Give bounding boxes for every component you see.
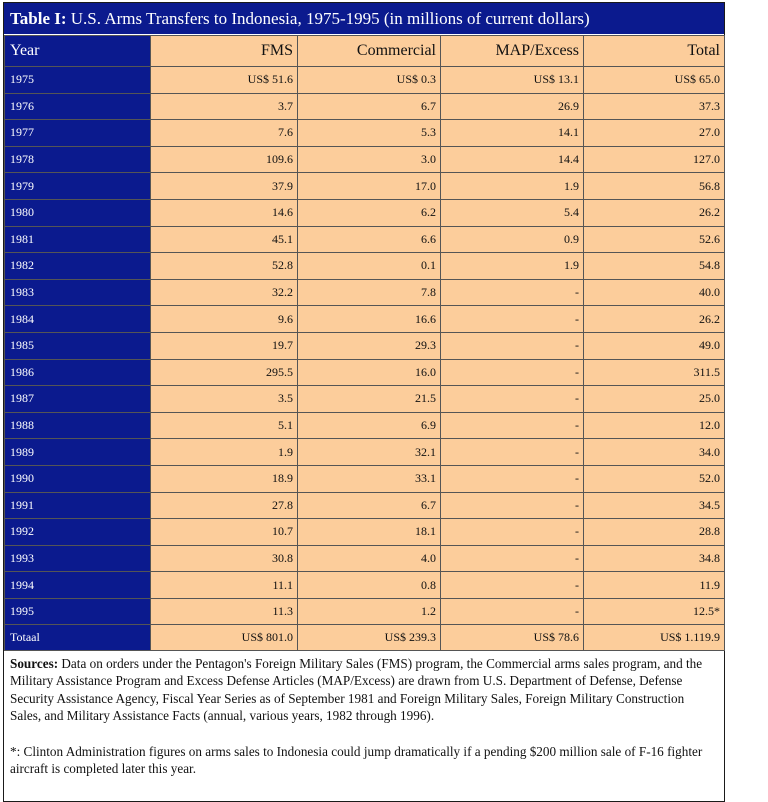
total-cell: US$ 65.0: [584, 67, 725, 94]
fms-cell: 295.5: [151, 359, 298, 386]
table-row: [5, 93, 725, 120]
fms-cell: 37.9: [151, 173, 298, 200]
header-map-excess: MAP/Excess: [441, 36, 584, 67]
year-cell: 1990: [5, 465, 151, 492]
total-cell: 26.2: [584, 199, 725, 226]
header-total: Total: [584, 36, 725, 67]
year-cell: 1986: [5, 359, 151, 386]
map-excess-cell: -: [441, 332, 584, 359]
map-excess-cell: 1.9: [441, 173, 584, 200]
fms-cell: 9.6: [151, 306, 298, 333]
total-cell: 25.0: [584, 386, 725, 413]
total-cell: 52.0: [584, 465, 725, 492]
year-cell: 1983: [5, 279, 151, 306]
year-cell: 1978: [5, 146, 151, 173]
table-row: [5, 306, 725, 333]
total-cell: 40.0: [584, 279, 725, 306]
year-cell: 1995: [5, 598, 151, 625]
fms-cell: 18.9: [151, 465, 298, 492]
fms-cell: US$ 801.0: [151, 625, 298, 651]
table-row: [5, 146, 725, 173]
year-cell: 1981: [5, 226, 151, 253]
total-cell: 127.0: [584, 146, 725, 173]
year-cell: 1992: [5, 519, 151, 546]
map-excess-cell: -: [441, 545, 584, 572]
year-cell: 1993: [5, 545, 151, 572]
arms-transfers-table: [4, 35, 725, 651]
commercial-cell: 33.1: [298, 465, 441, 492]
year-cell: 1984: [5, 306, 151, 333]
commercial-cell: 0.1: [298, 253, 441, 280]
commercial-cell: 3.0: [298, 146, 441, 173]
map-excess-cell: -: [441, 306, 584, 333]
total-row: [5, 625, 725, 651]
year-cell: 1988: [5, 412, 151, 439]
notes-section: [4, 651, 724, 778]
map-excess-cell: -: [441, 492, 584, 519]
table-body: [5, 67, 725, 651]
header-year: Year: [5, 36, 151, 67]
map-excess-cell: 1.9: [441, 253, 584, 280]
commercial-cell: 6.2: [298, 199, 441, 226]
year-cell: 1975: [5, 67, 151, 94]
total-cell: US$ 1.119.9: [584, 625, 725, 651]
total-cell: 34.0: [584, 439, 725, 466]
year-cell: 1979: [5, 173, 151, 200]
total-cell: 34.8: [584, 545, 725, 572]
fms-cell: 19.7: [151, 332, 298, 359]
fms-cell: 52.8: [151, 253, 298, 280]
commercial-cell: 16.0: [298, 359, 441, 386]
map-excess-cell: 14.1: [441, 120, 584, 147]
map-excess-cell: -: [441, 386, 584, 413]
table-row: [5, 226, 725, 253]
table-title-text: U.S. Arms Transfers to Indonesia, 1975-1995 (in millions of current dollars): [70, 9, 590, 28]
commercial-cell: US$ 239.3: [298, 625, 441, 651]
total-cell: 34.5: [584, 492, 725, 519]
year-cell: 1989: [5, 439, 151, 466]
commercial-cell: 29.3: [298, 332, 441, 359]
map-excess-cell: -: [441, 279, 584, 306]
fms-cell: US$ 51.6: [151, 67, 298, 94]
commercial-cell: 17.0: [298, 173, 441, 200]
map-excess-cell: 5.4: [441, 199, 584, 226]
table-frame: [3, 2, 725, 802]
fms-cell: 3.7: [151, 93, 298, 120]
sources-note: [10, 655, 716, 724]
map-excess-cell: -: [441, 465, 584, 492]
map-excess-cell: -: [441, 439, 584, 466]
total-cell: 56.8: [584, 173, 725, 200]
table-row: [5, 519, 725, 546]
fms-cell: 1.9: [151, 439, 298, 466]
commercial-cell: 5.3: [298, 120, 441, 147]
fms-cell: 27.8: [151, 492, 298, 519]
map-excess-cell: US$ 78.6: [441, 625, 584, 651]
map-excess-cell: 14.4: [441, 146, 584, 173]
table-row: [5, 359, 725, 386]
total-cell: 27.0: [584, 120, 725, 147]
commercial-cell: 4.0: [298, 545, 441, 572]
fms-cell: 11.3: [151, 598, 298, 625]
year-cell: 1991: [5, 492, 151, 519]
total-cell: 26.2: [584, 306, 725, 333]
commercial-cell: 16.6: [298, 306, 441, 333]
commercial-cell: 6.7: [298, 93, 441, 120]
map-excess-cell: 0.9: [441, 226, 584, 253]
map-excess-cell: -: [441, 572, 584, 599]
fms-cell: 30.8: [151, 545, 298, 572]
commercial-cell: 0.8: [298, 572, 441, 599]
year-cell: 1994: [5, 572, 151, 599]
commercial-cell: 18.1: [298, 519, 441, 546]
commercial-cell: 1.2: [298, 598, 441, 625]
sources-text: Data on orders under the Pentagon's Foreign Military Sales (FMS) program, the Commercial arms sales program, and the Military Assistance Program and Excess Defense Articles (MAP/Excess) are drawn from U.S. Department of Defense, Defense Security Assistance Agency, Fiscal Year Series as of September 1981 and Foreign Military Sales, Foreign Military Construction Sales, and Military Assistance Facts (annual, various years, 1982 through 1996).: [10, 656, 703, 723]
year-cell: 1987: [5, 386, 151, 413]
year-cell: 1977: [5, 120, 151, 147]
table-row: [5, 572, 725, 599]
commercial-cell: US$ 0.3: [298, 67, 441, 94]
table-row: [5, 67, 725, 94]
map-excess-cell: -: [441, 598, 584, 625]
table-row: [5, 465, 725, 492]
table-row: [5, 439, 725, 466]
fms-cell: 5.1: [151, 412, 298, 439]
year-cell: Totaal: [5, 625, 151, 651]
commercial-cell: 6.9: [298, 412, 441, 439]
map-excess-cell: -: [441, 359, 584, 386]
commercial-cell: 6.7: [298, 492, 441, 519]
table-row: [5, 199, 725, 226]
map-excess-cell: -: [441, 412, 584, 439]
sources-label: Sources:: [10, 656, 59, 671]
map-excess-cell: -: [441, 519, 584, 546]
footnote-note: *: Clinton Administration figures on arms sales to Indonesia could jump dramatically if a pending $200 million sale of F-16 fighter aircraft is completed later this year.: [10, 744, 703, 777]
year-cell: 1980: [5, 199, 151, 226]
table-row: [5, 412, 725, 439]
year-cell: 1985: [5, 332, 151, 359]
total-cell: 54.8: [584, 253, 725, 280]
table-title-label: Table I:: [10, 9, 67, 28]
fms-cell: 10.7: [151, 519, 298, 546]
total-cell: 12.0: [584, 412, 725, 439]
fms-cell: 32.2: [151, 279, 298, 306]
table-row: [5, 545, 725, 572]
total-cell: 49.0: [584, 332, 725, 359]
commercial-cell: 32.1: [298, 439, 441, 466]
fms-cell: 14.6: [151, 199, 298, 226]
table-row: [5, 598, 725, 625]
total-cell: 52.6: [584, 226, 725, 253]
table-row: [5, 120, 725, 147]
header-commercial: Commercial: [298, 36, 441, 67]
header-row: [5, 36, 725, 67]
commercial-cell: 7.8: [298, 279, 441, 306]
map-excess-cell: US$ 13.1: [441, 67, 584, 94]
total-cell: 28.8: [584, 519, 725, 546]
fms-cell: 45.1: [151, 226, 298, 253]
total-cell: 311.5: [584, 359, 725, 386]
table-row: [5, 253, 725, 280]
table-row: [5, 332, 725, 359]
total-cell: 11.9: [584, 572, 725, 599]
year-cell: 1976: [5, 93, 151, 120]
table-row: [5, 279, 725, 306]
commercial-cell: 6.6: [298, 226, 441, 253]
total-cell: 37.3: [584, 93, 725, 120]
table-row: [5, 173, 725, 200]
table-row: [5, 386, 725, 413]
map-excess-cell: 26.9: [441, 93, 584, 120]
table-row: [5, 492, 725, 519]
table-title: [4, 3, 724, 34]
commercial-cell: 21.5: [298, 386, 441, 413]
fms-cell: 11.1: [151, 572, 298, 599]
total-cell: 12.5*: [584, 598, 725, 625]
fms-cell: 3.5: [151, 386, 298, 413]
year-cell: 1982: [5, 253, 151, 280]
header-fms: FMS: [151, 36, 298, 67]
fms-cell: 109.6: [151, 146, 298, 173]
fms-cell: 7.6: [151, 120, 298, 147]
